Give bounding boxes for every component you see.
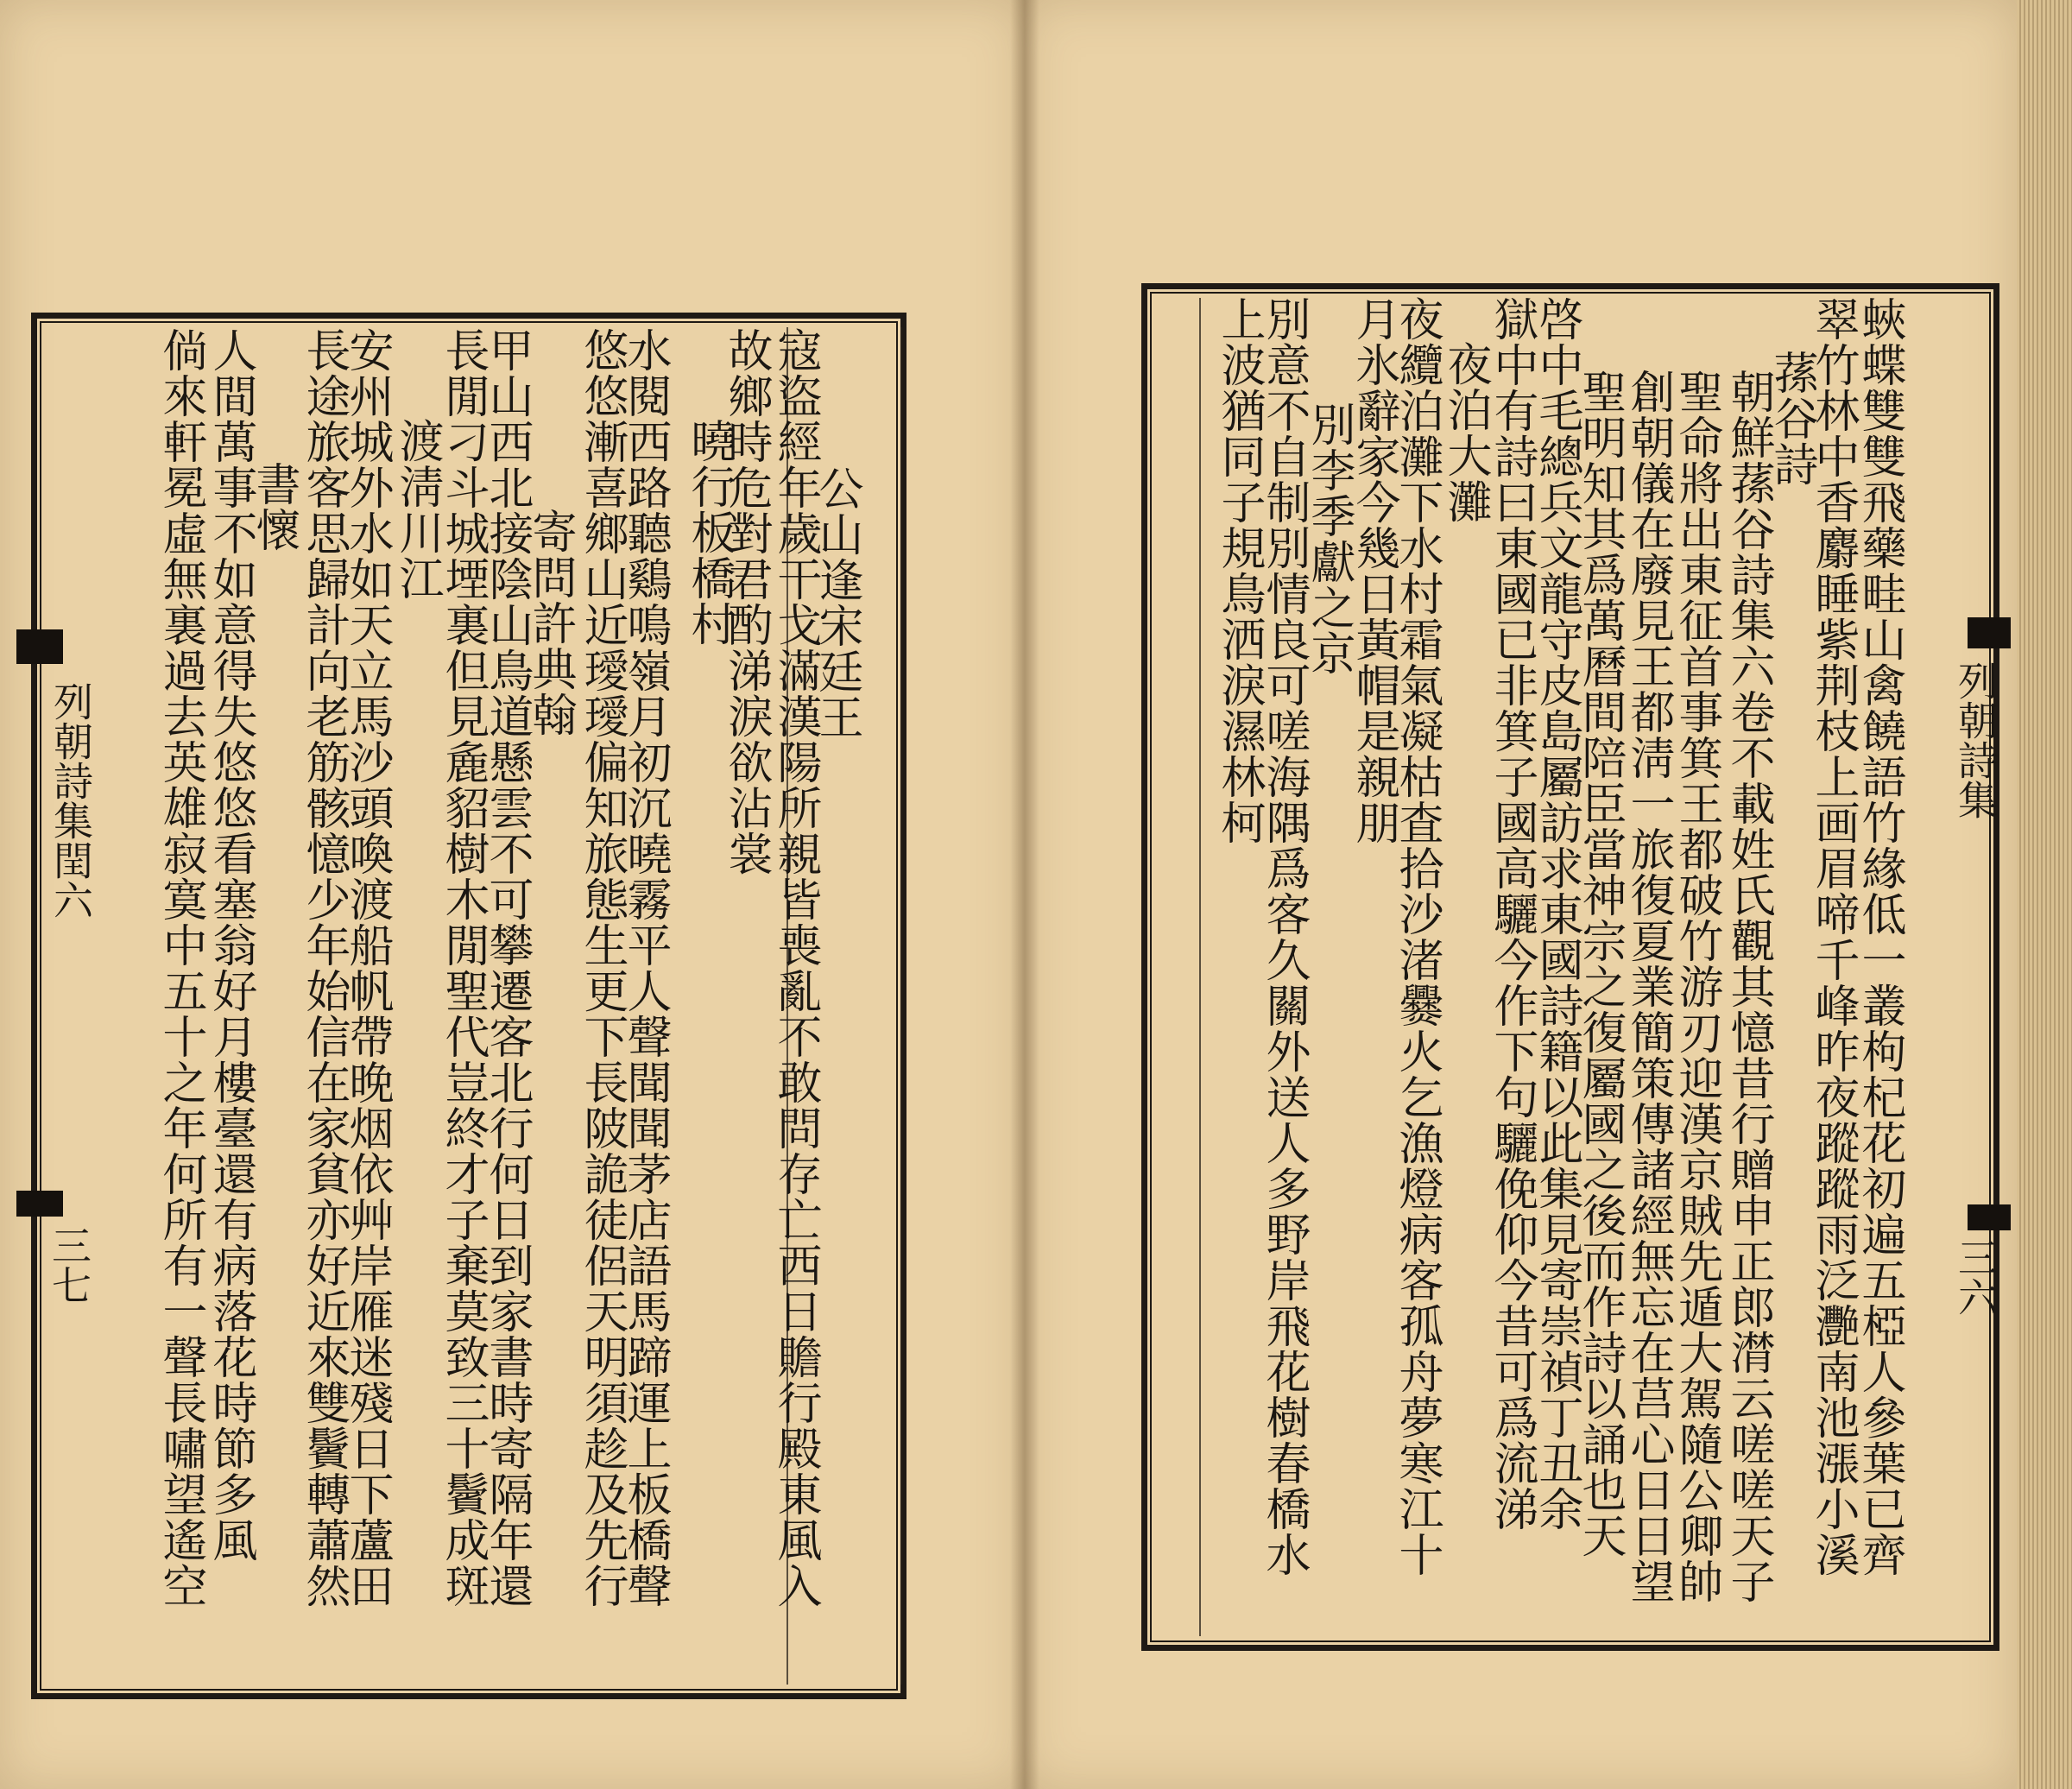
right-column-7: 聖明知其爲萬曆間陪臣當神宗之復屬國之後而作詩以誦也天 — [1574, 369, 1626, 1558]
black-fishtail-mark — [16, 629, 63, 664]
right-column-13: 別李季獻之京 — [1303, 401, 1355, 676]
right-column-3: 蓀谷詩 — [1766, 350, 1817, 487]
right-column-12: 月氷辭家今幾日黃帽是親朋 — [1348, 296, 1399, 845]
left-column-6: 悠悠漸喜鄉山近璦璦偏知旅態生更下長陂詭徒侶天明須趁及先行 — [576, 327, 628, 1609]
right-column-10: 夜泊大灘 — [1439, 341, 1491, 524]
right-column-15: 上波猶同子規鳥洒淚濕林柯 — [1213, 296, 1265, 845]
right-column-8: 啓中毛總兵文龍守皮島屬訪求東國詩籍以此集見寄崇禎丁丑余 — [1531, 296, 1582, 1532]
left-column-15: 倘來軒冕虛無裏過去英雄寂寞中五十之年何所有一聲長嘯望遙空 — [155, 327, 206, 1609]
left-column-13: 書懷 — [248, 461, 300, 553]
left-text-frame — [31, 313, 906, 1699]
column-rule — [900, 327, 902, 1685]
left-column-7: 寄問許典翰 — [524, 509, 576, 737]
left-column-10: 渡淸川江 — [391, 418, 443, 601]
right-column-1: 蛺蝶雙雙飛藥畦山禽饒語竹緣低一叢枸杞花初遍五椏人參葉已齊 — [1854, 296, 1905, 1577]
right-column-2: 翠竹林中香麝睡紫荆枝上画眉啼千峰昨夜蹤蹤雨泛灧南池漲小溪 — [1807, 296, 1859, 1577]
left-side-title: 列朝詩集閏六 — [47, 681, 94, 920]
left-column-12: 長途旅客思歸計向老筋骸憶少年始信在家貧亦好近來雙鬢轉蕭然 — [298, 327, 350, 1609]
left-column-4: 曉行板橋村 — [683, 418, 735, 647]
right-side-title: 列朝詩集 — [1952, 661, 1999, 819]
book-gutter — [1010, 0, 1039, 1789]
right-column-9: 獄中有詩曰東國已非箕子國高驪今作下句驪俛仰今昔可爲流涕 — [1486, 296, 1538, 1532]
column-rule — [1199, 298, 1201, 1636]
left-column-8: 甲山西北接陰山鳥道懸雲不可攀遷客北行何日到家書時寄隔年還 — [481, 327, 533, 1609]
left-column-11: 安州城外水如天立馬沙頭喚渡船帆帶晚烟依艸岸雁迷殘日下蘆田 — [341, 327, 393, 1609]
black-fishtail-mark — [16, 1191, 63, 1217]
black-fishtail-mark — [1968, 617, 2011, 648]
right-column-14: 別意不自制別情良可嗟海隅爲客久關外送人多野岸飛花樹春橋水 — [1258, 296, 1310, 1577]
left-column-5: 水閱西路聽鷄鳴嶺月初沉曉霧平人聲聞聞茅店語馬蹄運上板橋聲 — [619, 327, 671, 1609]
left-folio-number: 三七 — [46, 1225, 92, 1305]
right-text-frame — [1141, 283, 1999, 1651]
right-column-11: 夜纜泊灘下水村霜氣凝枯査拾沙渚爨火乞漁燈病客孤舟夢寒江十 — [1391, 296, 1443, 1577]
right-column-4: 朝鮮蓀谷詩集六卷不載姓氏觀其憶昔行贈申正郎潸云嗟嗟天子 — [1722, 369, 1774, 1604]
page-edges — [2017, 0, 2072, 1789]
left-column-9: 長閒刁斗城堙裏但見麁貂樹木閒聖代豈終才子棄莫致三十鬢成斑 — [437, 327, 489, 1609]
left-column-1: 公山逢宋廷王 — [811, 465, 862, 740]
right-folio-number: 三六 — [1952, 1237, 1999, 1317]
right-column-6: 創朝儀在廢見王都淸一旅復夏業簡策傳諸經無忘在莒心日日望 — [1622, 369, 1674, 1604]
left-column-14: 人間萬事不如意得失悠悠看塞翁好月樓臺還有病落花時節多風 — [205, 327, 256, 1563]
right-column-5: 聖命將出東征首事箕王都破竹游刃迎漢京賊先遁大駕隨公卿帥 — [1671, 369, 1722, 1604]
left-column-3: 故鄉時危對君酌涕淚欲沾裳 — [720, 327, 772, 876]
left-column-2: 寇盜經年歲干戈滿漢陽所親皆喪亂不敢問存亡西日贍行殿東風入 — [769, 327, 821, 1609]
black-fishtail-mark — [1968, 1204, 2011, 1230]
